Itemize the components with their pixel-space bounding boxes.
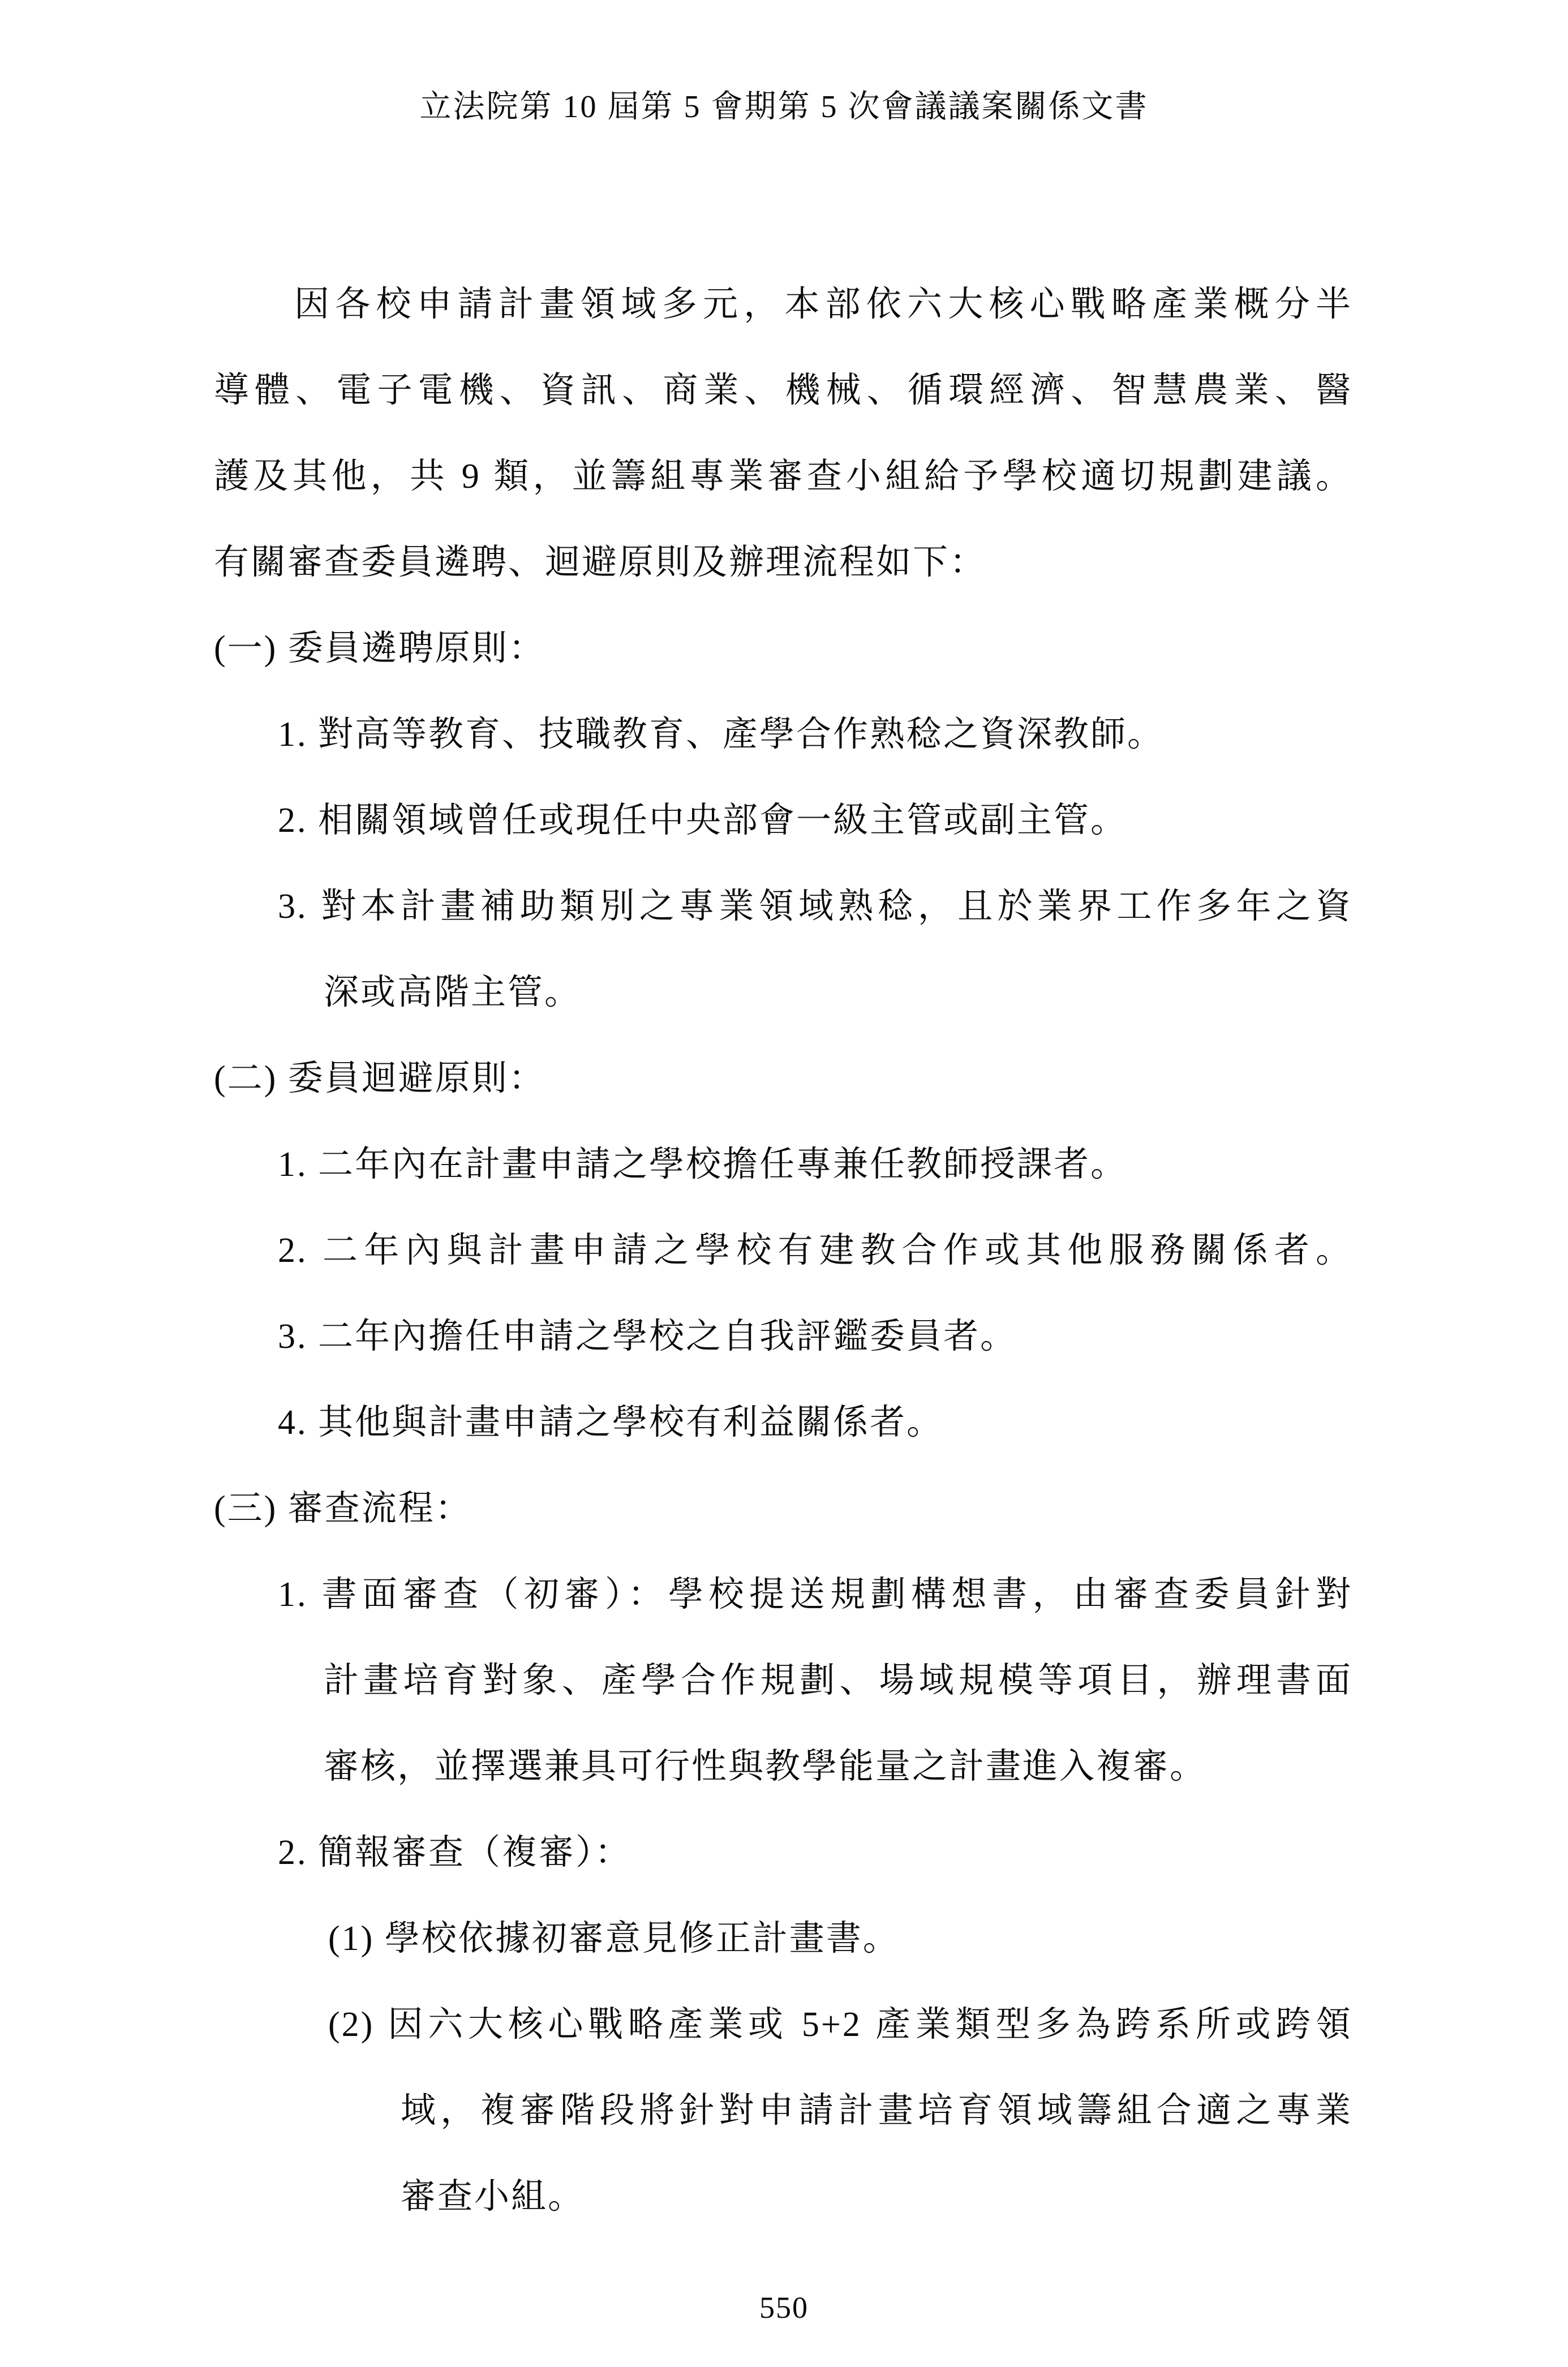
text-line: 導體、電子電機、資訊、商業、機械、循環經濟、智慧農業、醫 [214,371,1352,410]
sub-list-item-continuation: 審查小組。 [401,2177,585,2216]
document-header-title: 立法院第 10 屆第 5 會期第 5 次會議議案關係文書 [419,89,1149,124]
list-item: 3. 二年內擔任申請之學校之自我評鑑委員者。 [278,1317,1017,1356]
list-item: 4. 其他與計畫申請之學校有利益關係者。 [278,1403,944,1442]
list-item-continuation: 計畫培育對象、產學合作規劃、場域規模等項目，辦理書面 [324,1661,1352,1700]
list-item-continuation: 審核，並擇選兼具可行性與教學能量之計畫進入複審。 [324,1747,1207,1786]
list-item: 3. 對本計畫補助類別之專業領域熟稔，且於業界工作多年之資 [278,887,1352,926]
text-line: 有關審查委員遴聘、迴避原則及辦理流程如下： [214,543,987,582]
page-number: 550 [759,2291,809,2325]
text-line: 護及其他，共 9 類，並籌組專業審查小組給予學校適切規劃建議。 [214,457,1352,496]
list-item: 2. 相關領域曾任或現任中央部會一級主管或副主管。 [278,801,1128,840]
sub-list-item-continuation: 域，複審階段將針對申請計畫培育領域籌組合適之專業 [401,2091,1352,2130]
sub-list-item: (2) 因六大核心戰略產業或 5+2 產業類型多為跨系所或跨領 [328,2005,1352,2044]
list-item: 1. 對高等教育、技職教育、產學合作熟稔之資深教師。 [278,715,1165,754]
list-item: 2. 簡報審查（複審）： [278,1833,632,1872]
sub-list-item: (1) 學校依據初審意見修正計畫書。 [328,1919,900,1958]
list-item-continuation: 深或高階主管。 [324,973,582,1012]
list-item: 1. 二年內在計畫申請之學校擔任專兼任教師授課者。 [278,1145,1128,1184]
text-line: 因各校申請計畫領域多元，本部依六大核心戰略產業概分半 [294,285,1352,324]
list-item: 2. 二年內與計畫申請之學校有建教合作或其他服務關係者。 [278,1231,1352,1270]
document-body [214,261,1352,2240]
section-heading: (二) 委員迴避原則： [214,1059,545,1098]
section-heading: (一) 委員遴聘原則： [214,629,545,668]
list-item: 1. 書面審查（初審）：學校提送規劃構想書，由審查委員針對 [278,1575,1352,1614]
section-heading: (三) 審查流程： [214,1489,472,1528]
